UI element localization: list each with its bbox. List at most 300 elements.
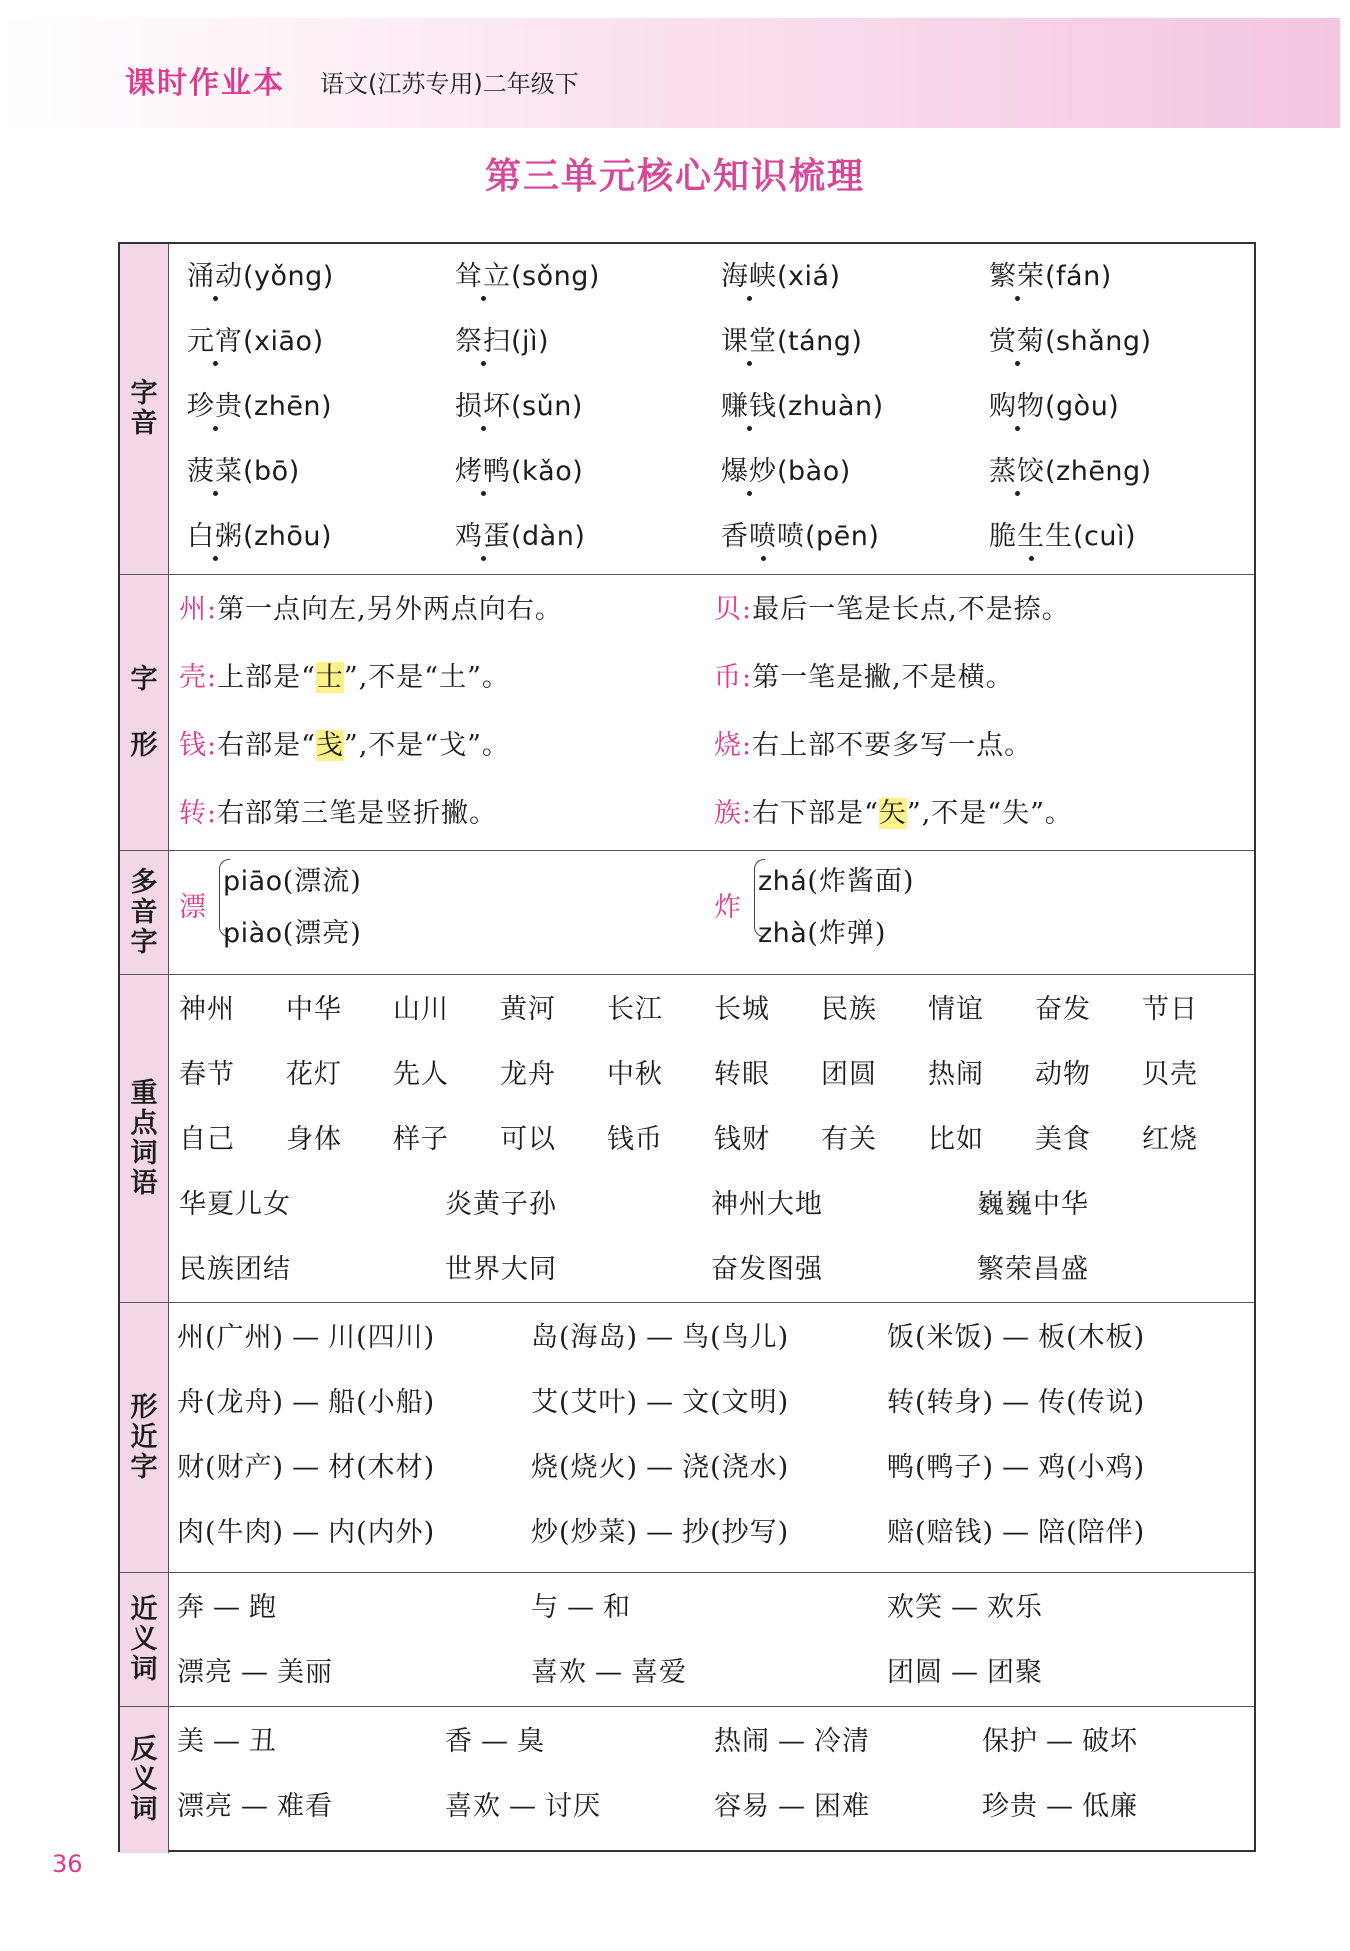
word-with-dot: 烤鸭 (455, 449, 511, 488)
table-cell: 先人 (393, 1059, 449, 1090)
table-cell (989, 514, 1136, 553)
synonym-word: 欢笑 (887, 1592, 943, 1623)
colon: : (207, 662, 218, 693)
word-with-dot: 爆炒 (721, 449, 777, 488)
dash-separator: — (1046, 1791, 1074, 1822)
antonym-word: 喜欢 (445, 1791, 501, 1822)
rule-text: 第一笔是撇,不是横。 (752, 662, 1014, 693)
table-cell: 龙舟 (500, 1059, 556, 1090)
table-cell (989, 254, 1112, 293)
char-word: 烧(烧火) (531, 1452, 639, 1483)
table-cell (179, 655, 510, 694)
dash-separator: — (646, 1452, 675, 1483)
synonym-word: 与 (531, 1592, 559, 1623)
table-cell: 有关 (821, 1124, 877, 1155)
char-word: 肉(牛肉) (177, 1517, 285, 1548)
table-cell (721, 449, 851, 488)
rule-text: 右上部不要多写一点。 (752, 730, 1033, 761)
table-cell: 红烧 (1142, 1124, 1198, 1155)
table-cell: 身体 (286, 1124, 342, 1155)
char-word: 赔(赔钱) (887, 1517, 995, 1548)
pinyin: (zhuàn) (777, 391, 884, 422)
synonym-word: 欢乐 (987, 1592, 1043, 1623)
pinyin: (gòu) (1045, 391, 1120, 422)
section-ciyu (120, 974, 1254, 1303)
synonym-word: 美丽 (277, 1657, 333, 1688)
table-cell (531, 1650, 687, 1689)
char-word: 抄(抄写) (682, 1517, 790, 1548)
dash-separator: — (951, 1592, 979, 1623)
word-with-dot: 海峡 (721, 254, 777, 293)
pinyin: (yǒng) (243, 261, 334, 292)
table-cell (714, 587, 1070, 626)
table-cell (187, 254, 334, 293)
pinyin: (táng) (777, 326, 863, 357)
dash-separator: — (1002, 1517, 1031, 1548)
table-row (169, 587, 1254, 627)
table-cell (887, 1510, 1145, 1549)
target-char: 币 (714, 662, 742, 693)
table-row (169, 1117, 1254, 1157)
char-word: 材(木材) (328, 1452, 436, 1483)
word-with-dot: 课堂 (721, 319, 777, 358)
table-cell: 长城 (714, 994, 770, 1025)
table-cell (721, 514, 879, 553)
antonym-word: 破坏 (1082, 1726, 1138, 1757)
rule-text: ”,不是“土”。 (343, 662, 510, 693)
colon: : (742, 662, 753, 693)
table-row (169, 1445, 1254, 1485)
char-word: 炒(炒菜) (531, 1517, 639, 1548)
dash-separator: — (1002, 1452, 1031, 1483)
example-word: (漂流) (282, 866, 362, 897)
table-cell (714, 791, 1073, 830)
table-cell (982, 1784, 1138, 1823)
char-word: 鸡(小鸡) (1038, 1452, 1146, 1483)
label-char: 词 (130, 1138, 158, 1169)
highlight-char: 士 (315, 662, 344, 693)
target-char: 壳 (179, 662, 207, 693)
table-row (169, 254, 1254, 294)
pinyin: (shǎng) (1045, 326, 1152, 357)
pinyin: (pēn) (805, 521, 880, 552)
table-cell (177, 1585, 277, 1624)
antonym-word: 丑 (249, 1726, 277, 1757)
colon: : (742, 798, 753, 829)
synonym-word: 奔 (177, 1592, 205, 1623)
table-cell (177, 1650, 333, 1689)
table-cell (445, 1784, 601, 1823)
pinyin: piāo (223, 866, 283, 897)
table-cell (989, 384, 1119, 423)
dash-separator: — (595, 1657, 623, 1688)
colon: : (207, 730, 218, 761)
antonym-word: 冷清 (814, 1726, 870, 1757)
label-char: 字 (130, 927, 158, 959)
label-char: 字 (130, 377, 158, 409)
char-word: 文(文明) (682, 1387, 790, 1418)
table-cell (714, 1784, 870, 1823)
table-cell (455, 449, 583, 488)
xingjin-body (169, 1303, 1254, 1573)
table-cell (445, 1719, 545, 1758)
rule-text: 右部第三笔是竖折撇。 (217, 798, 498, 829)
word-with-dot: 白粥 (187, 514, 243, 553)
table-cell (721, 384, 884, 423)
word-with-dot: 蒸饺 (989, 449, 1045, 488)
table-cell: 长江 (607, 994, 663, 1025)
char-word: 财(财产) (177, 1452, 285, 1483)
pinyin: (dàn) (511, 521, 586, 552)
table-cell (179, 587, 563, 626)
rule-text: ”,不是“失”。 (906, 798, 1073, 829)
table-cell: 奋发图强 (711, 1254, 823, 1285)
pinyin: (bō) (243, 456, 300, 487)
label-char: 语 (130, 1168, 158, 1200)
antonym-word: 困难 (814, 1791, 870, 1822)
table-cell (989, 449, 1152, 488)
example-word: (炸酱面) (807, 866, 915, 897)
label-char: 词 (130, 1654, 158, 1686)
target-char: 贝 (714, 594, 742, 625)
polyphone-reading (758, 859, 914, 898)
char-word: 饭(米饭) (887, 1322, 995, 1353)
label-char: 反 (130, 1733, 158, 1765)
word-with-dot: 香喷喷 (721, 514, 805, 553)
section-label (120, 244, 169, 574)
section-jinyi (120, 1572, 1254, 1707)
synonym-word: 团聚 (987, 1657, 1043, 1688)
table-cell (721, 254, 841, 293)
char-word: 鸟(鸟儿) (682, 1322, 790, 1353)
table-cell (455, 514, 585, 553)
pinyin: (zhēng) (1045, 456, 1152, 487)
antonym-word: 保护 (982, 1726, 1038, 1757)
table-row (169, 1315, 1254, 1355)
table-cell (455, 384, 583, 423)
fanyi-body (169, 1707, 1254, 1853)
word-with-dot: 祭扫 (455, 319, 511, 358)
char-word: 州(广州) (177, 1322, 285, 1353)
ziyin-body (169, 244, 1254, 574)
table-cell: 民族 (821, 994, 877, 1025)
word-with-dot: 涌动 (187, 254, 243, 293)
table-cell: 花灯 (286, 1059, 342, 1090)
table-cell (177, 1784, 333, 1823)
word-with-dot: 元宵 (187, 319, 243, 358)
table-cell (531, 1445, 789, 1484)
antonym-word: 难看 (277, 1791, 333, 1822)
dash-separator: — (646, 1387, 675, 1418)
table-cell: 山川 (393, 994, 449, 1025)
target-char: 钱 (179, 730, 207, 761)
section-label (120, 851, 169, 975)
table-cell (187, 514, 332, 553)
table-cell (714, 655, 1014, 694)
subject-label: 语文(江苏专用)二年级下 (320, 70, 579, 98)
dash-separator: — (951, 1657, 979, 1688)
table-cell (187, 384, 332, 423)
pinyin: (bào) (777, 456, 851, 487)
dash-separator: — (481, 1726, 509, 1757)
pinyin: (cuì) (1073, 521, 1137, 552)
table-cell (179, 791, 497, 830)
pinyin: zhà (758, 918, 808, 949)
label-char: 形 (130, 1391, 158, 1423)
label-char: 近 (130, 1421, 158, 1453)
label-char: 字 (130, 663, 158, 695)
char-word: 转(转身) (887, 1387, 995, 1418)
table-row (169, 1052, 1254, 1092)
target-char: 转 (179, 798, 207, 829)
duoyin-body (169, 851, 1254, 975)
table-cell: 团圆 (821, 1059, 877, 1090)
target-char: 族 (714, 798, 742, 829)
table-cell (989, 319, 1152, 358)
brand-title: 课时作业本 (125, 66, 285, 101)
word-with-dot: 购物 (989, 384, 1045, 423)
table-cell (177, 1380, 435, 1419)
synonym-word: 团圆 (887, 1657, 943, 1688)
table-cell: 华夏儿女 (179, 1189, 291, 1220)
antonym-word: 美 (177, 1726, 205, 1757)
pinyin: (xiāo) (243, 326, 324, 357)
table-cell: 巍巍中华 (977, 1189, 1089, 1220)
table-cell (887, 1315, 1145, 1354)
antonym-word: 香 (445, 1726, 473, 1757)
word-with-dot: 耸立 (455, 254, 511, 293)
dash-separator: — (292, 1322, 321, 1353)
table-cell: 自己 (179, 1124, 235, 1155)
table-cell (187, 319, 324, 358)
pinyin: (jì) (511, 326, 550, 357)
table-cell (455, 254, 600, 293)
table-cell (455, 319, 549, 358)
rule-text: 右部是“ (217, 730, 316, 761)
table-row (169, 723, 1254, 763)
polyphone-char: 漂 (179, 892, 207, 923)
pinyin: (sǒng) (511, 261, 600, 292)
target-char: 烧 (714, 730, 742, 761)
colon: : (207, 798, 218, 829)
section-label (120, 575, 169, 851)
char-word: 岛(海岛) (531, 1322, 639, 1353)
polyphone-reading (758, 911, 886, 950)
char-word: 船(小船) (328, 1387, 436, 1418)
table-cell (982, 1719, 1138, 1758)
table-cell (531, 1380, 789, 1419)
ciyu-body (169, 975, 1254, 1303)
table-row (169, 384, 1254, 424)
section-zixing (120, 574, 1254, 851)
label-char: 义 (130, 1623, 158, 1655)
char-word: 舟(龙舟) (177, 1387, 285, 1418)
word-with-dot: 脆生生 (989, 514, 1073, 553)
table-cell (177, 1719, 277, 1758)
table-cell: 美食 (1035, 1124, 1091, 1155)
table-cell: 贝壳 (1142, 1059, 1198, 1090)
antonym-word: 低廉 (1082, 1791, 1138, 1822)
table-cell (887, 1380, 1145, 1419)
antonym-word: 容易 (714, 1791, 770, 1822)
page-title: 第三单元核心知识梳理 (484, 156, 865, 197)
pinyin: zhá (758, 866, 808, 897)
section-ziyin (120, 244, 1254, 574)
rule-text: 第一点向左,另外两点向右。 (217, 594, 563, 625)
label-char: 词 (130, 1794, 158, 1826)
section-label (120, 1573, 169, 1707)
table-cell (177, 1315, 435, 1354)
table-cell: 奋发 (1035, 994, 1091, 1025)
jinyi-body (169, 1573, 1254, 1707)
dash-separator: — (292, 1387, 321, 1418)
char-word: 鸭(鸭子) (887, 1452, 995, 1483)
table-row (169, 987, 1254, 1027)
section-xingjin (120, 1302, 1254, 1573)
table-cell: 世界大同 (445, 1254, 557, 1285)
char-word: 板(木板) (1038, 1322, 1146, 1353)
dash-separator: — (292, 1452, 321, 1483)
rule-text: 上部是“ (217, 662, 316, 693)
table-cell (187, 449, 300, 488)
label-char: 重 (130, 1077, 158, 1109)
antonym-word: 臭 (517, 1726, 545, 1757)
label-char: 音 (130, 408, 158, 439)
word-with-dot: 鸡蛋 (455, 514, 511, 553)
table-cell: 黄河 (500, 994, 556, 1025)
table-cell: 可以 (500, 1124, 556, 1155)
table-row (169, 1247, 1254, 1287)
rule-text: 右下部是“ (752, 798, 879, 829)
table-cell: 转眼 (714, 1059, 770, 1090)
pinyin: piào (223, 918, 283, 949)
table-cell: 炎黄子孙 (445, 1189, 557, 1220)
table-cell: 神州大地 (711, 1189, 823, 1220)
antonym-word: 珍贵 (982, 1791, 1038, 1822)
antonym-word: 讨厌 (545, 1791, 601, 1822)
dash-separator: — (567, 1592, 595, 1623)
table-row (169, 319, 1254, 359)
table-cell (887, 1585, 1043, 1624)
table-row (169, 1784, 1254, 1824)
char-word: 川(四川) (328, 1322, 436, 1353)
char-word: 艾(艾叶) (531, 1387, 639, 1418)
target-char: 州 (179, 594, 207, 625)
table-cell (179, 723, 510, 762)
table-cell (531, 1510, 789, 1549)
dash-separator: — (778, 1726, 806, 1757)
char-word: 浇(浇水) (682, 1452, 790, 1483)
table-cell (714, 723, 1032, 762)
pinyin: (xiá) (777, 261, 841, 292)
colon: : (742, 594, 753, 625)
synonym-word: 和 (603, 1592, 631, 1623)
word-with-dot: 损坏 (455, 384, 511, 423)
table-row (169, 1182, 1254, 1222)
word-with-dot: 菠菜 (187, 449, 243, 488)
dash-separator: — (1002, 1387, 1031, 1418)
dash-separator: — (509, 1791, 537, 1822)
pinyin: (fán) (1045, 261, 1112, 292)
section-label (120, 1707, 169, 1853)
synonym-word: 跑 (249, 1592, 277, 1623)
table-cell: 民族团结 (179, 1254, 291, 1285)
table-cell: 繁荣昌盛 (977, 1254, 1089, 1285)
highlight-char: 戋 (315, 730, 344, 761)
table-cell (177, 1510, 435, 1549)
table-cell: 情谊 (928, 994, 984, 1025)
dash-separator: — (646, 1517, 675, 1548)
highlight-char: 矢 (878, 798, 907, 829)
page-number: 36 (52, 1850, 83, 1878)
dash-separator: — (241, 1657, 269, 1688)
label-char: 字 (130, 1452, 158, 1484)
table-cell: 中秋 (607, 1059, 663, 1090)
dash-separator: — (1002, 1322, 1031, 1353)
section-label (120, 1303, 169, 1573)
pinyin: (sǔn) (511, 391, 583, 422)
table-cell (887, 1650, 1043, 1689)
antonym-word: 热闹 (714, 1726, 770, 1757)
table-cell (177, 1445, 435, 1484)
dash-separator: — (213, 1592, 241, 1623)
word-with-dot: 繁荣 (989, 254, 1045, 293)
table-cell: 热闹 (928, 1059, 984, 1090)
char-word: 内(内外) (328, 1517, 436, 1548)
table-row (169, 655, 1254, 695)
polyphone-reading (223, 859, 362, 898)
rule-text: 最后一笔是长点,不是捺。 (752, 594, 1070, 625)
table-cell (887, 1445, 1145, 1484)
table-cell: 比如 (928, 1124, 984, 1155)
zixing-body (169, 575, 1254, 851)
polyphone-reading (223, 911, 362, 950)
table-cell: 中华 (286, 994, 342, 1025)
antonym-word: 漂亮 (177, 1791, 233, 1822)
char-word: 传(传说) (1038, 1387, 1146, 1418)
table-row (169, 1380, 1254, 1420)
table-cell (531, 1585, 631, 1624)
synonym-word: 喜欢 (531, 1657, 587, 1688)
synonym-word: 漂亮 (177, 1657, 233, 1688)
pinyin: (zhēn) (243, 391, 333, 422)
table-cell: 动物 (1035, 1059, 1091, 1090)
dash-separator: — (646, 1322, 675, 1353)
label-char: 点 (130, 1107, 158, 1139)
table-cell: 钱币 (607, 1124, 663, 1155)
label-char: 义 (130, 1763, 158, 1795)
table-row (169, 791, 1254, 831)
table-row (169, 449, 1254, 489)
example-word: (炸弹) (807, 918, 887, 949)
dash-separator: — (213, 1726, 241, 1757)
table-cell: 节日 (1142, 994, 1198, 1025)
label-char: 多 (130, 866, 158, 898)
table-cell (714, 1719, 870, 1758)
section-duoyin (120, 850, 1254, 975)
knowledge-table (118, 242, 1256, 1852)
colon: : (207, 594, 218, 625)
pinyin: (zhōu) (243, 521, 332, 552)
dash-separator: — (778, 1791, 806, 1822)
table-cell: 神州 (179, 994, 235, 1025)
table-cell: 样子 (393, 1124, 449, 1155)
label-char: 形 (130, 730, 158, 761)
example-word: (漂亮) (282, 918, 362, 949)
table-row (169, 1585, 1254, 1625)
rule-text: ”,不是“戈”。 (343, 730, 510, 761)
char-word: 陪(陪伴) (1038, 1517, 1146, 1548)
